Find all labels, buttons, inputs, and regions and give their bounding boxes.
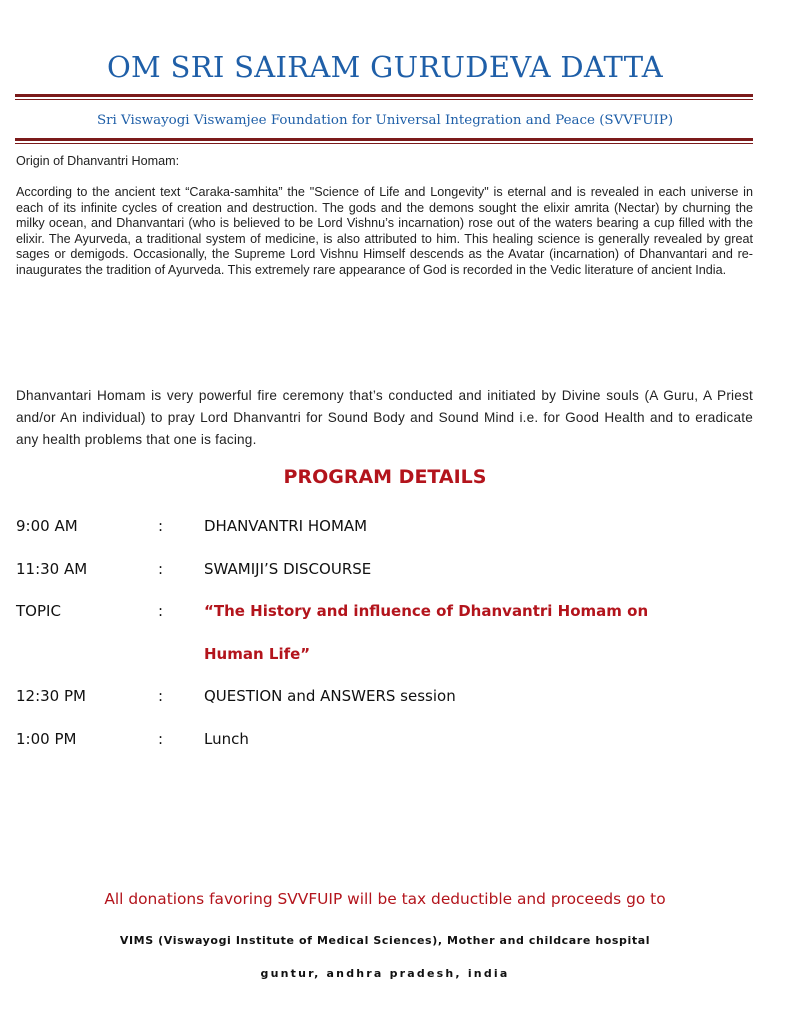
subtitle-rule: [15, 138, 753, 141]
program-time: 1:00 PM: [16, 730, 77, 748]
program-separator: :: [158, 687, 164, 705]
program-description: SWAMIJI’S DISCOURSE: [204, 560, 372, 578]
program-time: TOPIC: [16, 602, 61, 620]
program-separator: :: [158, 602, 164, 620]
subtitle-rule-thin: [15, 143, 753, 144]
title-rule: [15, 94, 753, 97]
program-time: 9:00 AM: [16, 517, 78, 535]
program-separator: :: [158, 517, 164, 535]
document-title: OM SRI SAIRAM GURUDEVA DATTA: [106, 50, 664, 84]
homam-paragraph: Dhanvantari Homam is very powerful fire ceremony that’s conducted and initiated by Divine souls (A Guru, A Priest and/or An individual) to pray Lord Dhanvantri for Sound Body and Sound Mind i.e. for Good Health and to eradicate any health problems that one is facing.: [16, 388, 753, 447]
program-separator: :: [158, 560, 164, 578]
program-time: 11:30 AM: [16, 560, 88, 578]
program-description: DHANVANTRI HOMAM: [204, 517, 368, 535]
document-subtitle: Sri Viswayogi Viswamjee Foundation for Universal Integration and Peace (SVVFUIP): [96, 113, 674, 128]
program-separator: :: [158, 730, 164, 748]
origin-paragraph: According to the ancient text “Caraka-samhita” the "Science of Life and Longevity" is eternal and is revealed in each universe in each of its infinite cycles of creation and destruction. The gods and the demons sought the elixir amrita (Nectar) by churning the milky ocean, and Dhanvantari (who is believed to be Lord Vishnu’s incarnation) rose out of the waters bearing a cup filled with the elixir. The Ayurveda, a traditional system of medicine, is also attributed to him. This healing science is generally revealed by great sages or demigods. Occasionally, the Supreme Lord Vishnu Himself descends as the Avatar (incarnation) of Dhanvantari and re-inaugurates the tradition of Ayurveda. This extremely rare appearance of God is recorded in the Vedic literature of ancient India.: [16, 185, 753, 277]
program-description: QUESTION and ANSWERS session: [204, 687, 456, 705]
program-description: Lunch: [204, 730, 249, 748]
donations-note: All donations favoring SVVFUIP will be tax deductible and proceeds go to: [104, 890, 666, 908]
vims-line: VIMS (Viswayogi Institute of Medical Sciences), Mother and childcare hospital: [119, 934, 651, 947]
program-topic-continued: Human Life”: [204, 645, 311, 663]
origin-heading: Origin of Dhanvantri Homam:: [16, 154, 180, 168]
program-time: 12:30 PM: [16, 687, 86, 705]
program-title: PROGRAM DETAILS: [283, 466, 487, 488]
title-rule-thin: [15, 99, 753, 100]
program-topic: “The History and influence of Dhanvantri Homam on: [204, 602, 649, 620]
location-line: guntur, andhra pradesh, india: [260, 967, 510, 980]
